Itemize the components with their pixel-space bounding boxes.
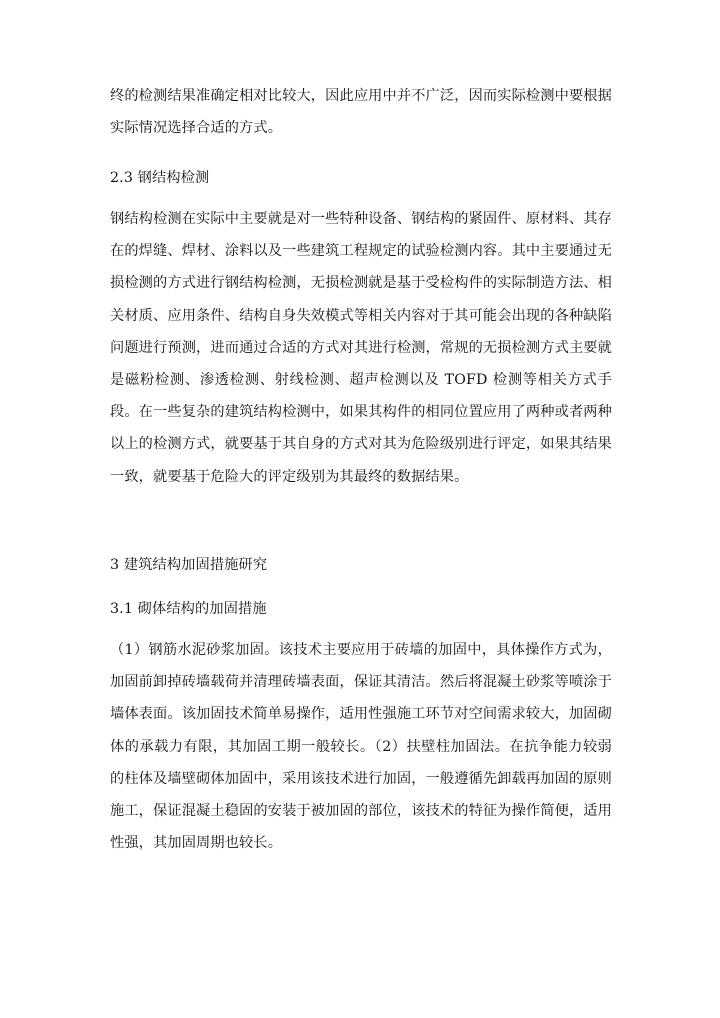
- section-3-heading: 3 建筑结构加固措施研究: [110, 557, 268, 573]
- paragraph-intro: 终的检测结果准确定相对比较大，因此应用中并不广泛，因而实际检测中要根据实际情况选择合适的方式。: [110, 88, 612, 137]
- paragraph-masonry-reinforcement: （1）钢筋水泥砂浆加固。该技术主要应用于砖墙的加固中，具体操作方式为，加固前卸掉砖墙载荷并清理砖墙表面，保证其清洁。然后将混凝土砂浆等喷涂于墙体表面。该加固技术简单易操作，适用性强施工环节对空间需求较大，加固砌体的承载力有限，其加固工期一般较长。（2）扶壁柱加固法。在抗争能力较弱的柱体及墙壁砌体加固中，采用该技术进行加固，一般遵循先卸载再加固的原则施工，保证混凝土稳固的安装于被加固的部位，该技术的特征为操作简便，适用性强，其加固周期也较长。: [110, 642, 612, 852]
- section-2-3-heading: 2.3 钢结构检测: [110, 170, 210, 186]
- section-3-1-heading: 3.1 砌体结构的加固措施: [110, 601, 267, 617]
- paragraph-steel-structure-inspection: 钢结构检测在实际中主要就是对一些特种设备、钢结构的紧固件、原材料、其存在的焊缝、焊材、涂料以及一些建筑工程规定的试验检测内容。其中主要通过无损检测的方式进行钢结构检测，无损检测就是基于受检构件的实际制造方法、相关材质、应用条件、结构自身失效模式等相关内容对于其可能会出现的各种缺陷问题进行预测，进而通过合适的方式对其进行检测，常规的无损检测方式主要就是磁粉检测、渗透检测、射线检测、超声检测以及 TOFD 检测等相关方式手段。在一些复杂的建筑结构检测中，如果其构件的相同位置应用了两种或者两种以上的检测方式，就要基于其自身的方式对其为危险级别进行评定，如果其结果一致，就要基于危险大的评定级别为其最终的数据结果。: [110, 211, 612, 485]
